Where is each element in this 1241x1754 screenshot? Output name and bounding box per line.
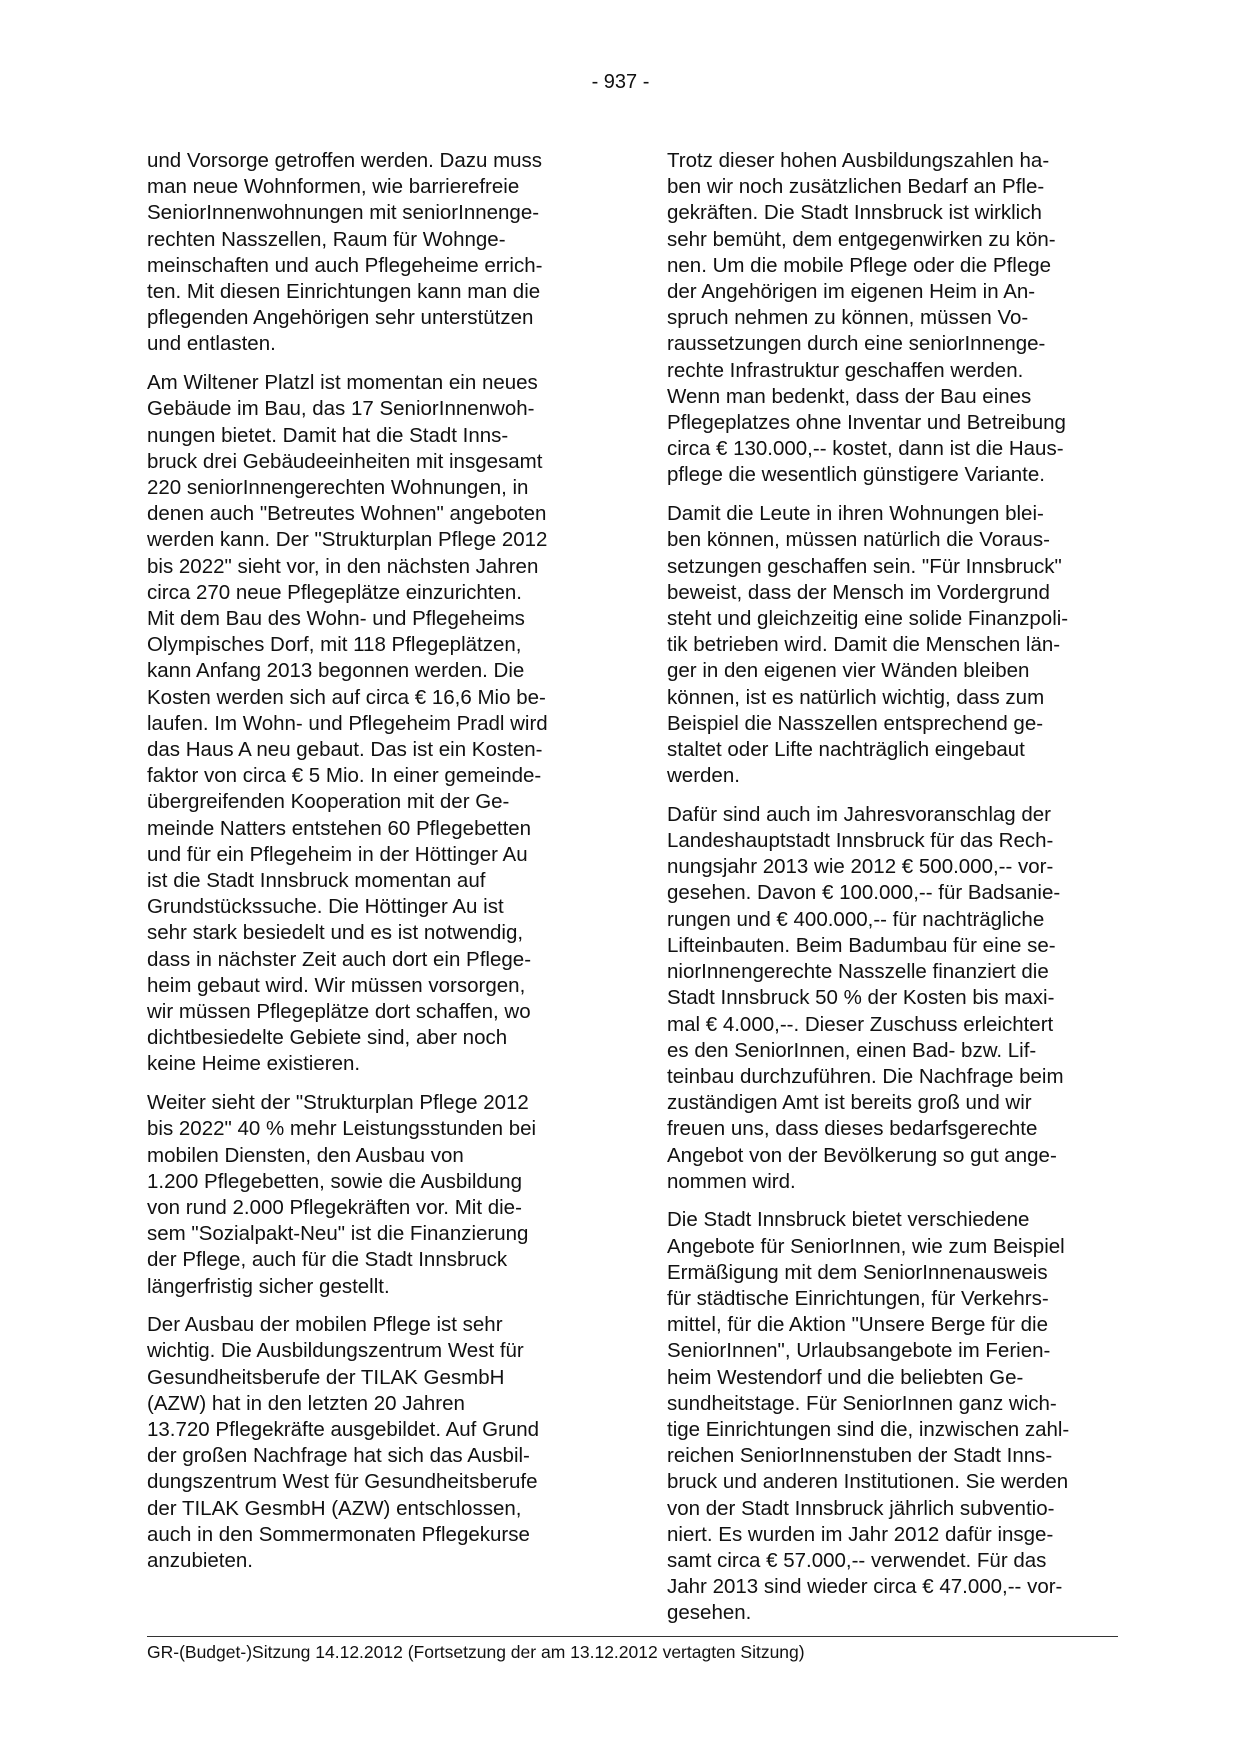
text-line: werden kann. Der "Strukturplan Pflege 2012	[147, 528, 548, 552]
text-line: längerfristig sicher gestellt.	[147, 1274, 390, 1298]
paragraph	[147, 1312, 603, 1574]
text-line: das Haus A neu gebaut. Das ist ein Kosten-	[147, 737, 543, 761]
text-line: raussetzungen durch eine seniorInnenge-	[667, 332, 1046, 356]
text-line: Beispiel die Nasszellen entsprechend ge-	[667, 711, 1044, 735]
text-line: Gebäude im Bau, das 17 SeniorInnenwoh-	[147, 397, 535, 421]
text-line: und für ein Pflegeheim in der Höttinger Au	[147, 842, 528, 866]
text-line: Lifteinbauten. Beim Badumbau für eine se-	[667, 933, 1056, 957]
text-line: SeniorInnenwohnungen mit seniorInnenge-	[147, 201, 540, 225]
text-line: für städtische Einrichtungen, für Verkehrs-	[667, 1287, 1049, 1311]
text-line: (AZW) hat in den letzten 20 Jahren	[147, 1391, 465, 1415]
text-line: anzubieten.	[147, 1549, 254, 1573]
left-column	[147, 148, 603, 1587]
text-line: mobilen Diensten, den Ausbau von	[147, 1143, 464, 1167]
text-line: nommen wird.	[667, 1169, 796, 1193]
text-line: rechten Nasszellen, Raum für Wohnge-	[147, 227, 506, 251]
text-line: pflege die wesentlich günstigere Variante.	[667, 463, 1045, 487]
paragraph	[147, 148, 603, 358]
text-line: samt circa € 57.000,-- verwendet. Für das	[667, 1549, 1047, 1573]
text-line: circa € 130.000,-- kostet, dann ist die Haus-	[667, 437, 1064, 461]
right-column	[667, 148, 1123, 1639]
text-line: sundheitstage. Für SeniorInnen ganz wich-	[667, 1391, 1057, 1415]
text-line: meinde Natters entstehen 60 Pflegebetten	[147, 816, 532, 840]
text-line: circa 270 neue Pflegeplätze einzurichten.	[147, 580, 522, 604]
paragraph	[667, 148, 1123, 489]
text-line: keine Heime existieren.	[147, 1052, 361, 1076]
text-line: rechte Infrastruktur geschaffen werden.	[667, 358, 1024, 382]
text-line: SeniorInnen", Urlaubsangebote im Ferien-	[667, 1339, 1051, 1363]
text-line: gesehen.	[667, 1601, 752, 1625]
paragraph	[667, 802, 1123, 1195]
text-line: tik betrieben wird. Damit die Menschen län-	[667, 633, 1061, 657]
text-line: man neue Wohnformen, wie barrierefreie	[147, 175, 520, 199]
text-line: beweist, dass der Mensch im Vordergrund	[667, 580, 1050, 604]
text-line: dichtbesiedelte Gebiete sind, aber noch	[147, 1026, 508, 1050]
text-line: freuen uns, dass dieses bedarfsgerechte	[667, 1117, 1038, 1141]
text-line: setzungen geschaffen sein. "Für Innsbruck"	[667, 554, 1062, 578]
text-line: kann Anfang 2013 begonnen werden. Die	[147, 659, 525, 683]
text-line: Mit dem Bau des Wohn- und Pflegeheims	[147, 606, 525, 630]
text-line: dungszentrum West für Gesundheitsberufe	[147, 1470, 538, 1494]
text-line: nen. Um die mobile Pflege oder die Pflege	[667, 253, 1052, 277]
text-line: ist die Stadt Innsbruck momentan auf	[147, 868, 486, 892]
text-line: Jahr 2013 sind wieder circa € 47.000,-- vor-	[667, 1575, 1063, 1599]
text-line: steht und gleichzeitig eine solide Finanzpoli-	[667, 606, 1069, 630]
text-line: niert. Es wurden im Jahr 2012 dafür insge-	[667, 1522, 1054, 1546]
text-line: von der Stadt Innsbruck jährlich subventio-	[667, 1496, 1055, 1520]
text-line: Kosten werden sich auf circa € 16,6 Mio be-	[147, 685, 546, 709]
text-line: 220 seniorInnengerechten Wohnungen, in	[147, 475, 529, 499]
text-line: nungen bietet. Damit hat die Stadt Inns-	[147, 423, 509, 447]
text-line: Weiter sieht der "Strukturplan Pflege 2012	[147, 1091, 529, 1115]
text-line: denen auch "Betreutes Wohnen" angeboten	[147, 502, 547, 526]
text-line: sehr bemüht, dem entgegenwirken zu kön-	[667, 227, 1056, 251]
text-line: der großen Nachfrage hat sich das Ausbil-	[147, 1444, 530, 1468]
text-line: 1.200 Pflegebetten, sowie die Ausbildung	[147, 1169, 522, 1193]
text-line: bruck drei Gebäudeeinheiten mit insgesamt	[147, 449, 543, 473]
text-line: und entlasten.	[147, 332, 276, 356]
text-line: nungsjahr 2013 wie 2012 € 500.000,-- vor-	[667, 855, 1054, 879]
text-line: mittel, für die Aktion "Unsere Berge für die	[667, 1313, 1049, 1337]
text-line: 13.720 Pflegekräfte ausgebildet. Auf Grund	[147, 1418, 540, 1442]
text-line: niorInnengerechte Nasszelle finanziert die	[667, 960, 1049, 984]
text-line: Angebote für SeniorInnen, wie zum Beispiel	[667, 1234, 1065, 1258]
text-line: ger in den eigenen vier Wänden bleiben	[667, 659, 1030, 683]
text-line: sehr stark besiedelt und es ist notwendig,	[147, 921, 524, 945]
text-line: und Vorsorge getroffen werden. Dazu muss	[147, 149, 543, 172]
paragraph	[667, 501, 1123, 789]
text-line: Wenn man bedenkt, dass der Bau eines	[667, 384, 1032, 408]
text-line: Angebot von der Bevölkerung so gut ange-	[667, 1143, 1057, 1167]
text-line: Pflegeplatzes ohne Inventar und Betreibung	[667, 411, 1066, 435]
text-line: Dafür sind auch im Jahresvoranschlag der	[667, 802, 1051, 826]
footer-text: GR-(Budget-)Sitzung 14.12.2012 (Fortsetzung der am 13.12.2012 vertagten Sitzung)	[147, 1642, 805, 1662]
page-number: - 937 -	[591, 71, 650, 93]
text-line: werden.	[667, 764, 740, 788]
text-line: es den SeniorInnen, einen Bad- bzw. Lif-	[667, 1038, 1037, 1062]
text-line: mal € 4.000,--. Dieser Zuschuss erleichtert	[667, 1012, 1054, 1036]
text-line: faktor von circa € 5 Mio. In einer gemeinde-	[147, 764, 542, 788]
text-line: Die Stadt Innsbruck bietet verschiedene	[667, 1208, 1030, 1232]
text-line: staltet oder Lifte nachträglich eingebaut	[667, 737, 1025, 761]
text-line: Am Wiltener Platzl ist momentan ein neues	[147, 371, 538, 395]
text-line: ben können, müssen natürlich die Voraus-	[667, 528, 1050, 552]
footer-divider	[147, 1636, 1118, 1637]
text-line: gesehen. Davon € 100.000,-- für Badsanie-	[667, 881, 1061, 905]
text-line: Grundstückssuche. Die Höttinger Au ist	[147, 895, 504, 919]
paragraph	[147, 1090, 603, 1300]
text-line: Trotz dieser hohen Ausbildungszahlen ha-	[667, 149, 1050, 172]
text-line: auch in den Sommermonaten Pflegekurse	[147, 1522, 530, 1546]
text-line: tige Einrichtungen sind die, inzwischen zahl-	[667, 1418, 1070, 1442]
text-line: rungen und € 400.000,-- für nachträgliche	[667, 907, 1045, 931]
paragraph	[147, 370, 603, 1077]
text-line: wir müssen Pflegeplätze dort schaffen, wo	[147, 1000, 531, 1023]
text-line: teinbau durchzuführen. Die Nachfrage beim	[667, 1064, 1064, 1088]
text-line: wichtig. Die Ausbildungszentrum West für	[147, 1339, 524, 1363]
text-line: ten. Mit diesen Einrichtungen kann man die	[147, 280, 541, 304]
text-line: können, ist es natürlich wichtig, dass zum	[667, 685, 1045, 709]
text-line: reichen SeniorInnenstuben der Stadt Inns-	[667, 1444, 1053, 1468]
text-line: meinschaften und auch Pflegeheime errich-	[147, 253, 543, 277]
paragraph	[667, 1207, 1123, 1626]
text-line: spruch nehmen zu können, müssen Vo-	[667, 306, 1029, 330]
text-line: bruck und anderen Institutionen. Sie werden	[667, 1470, 1069, 1494]
text-line: sem "Sozialpakt-Neu" ist die Finanzierung	[147, 1222, 529, 1246]
text-line: ben wir noch zusätzlichen Bedarf an Pfle-	[667, 175, 1045, 199]
text-line: laufen. Im Wohn- und Pflegeheim Pradl wird	[147, 711, 548, 735]
text-line: pflegenden Angehörigen sehr unterstützen	[147, 306, 534, 330]
text-line: Stadt Innsbruck 50 % der Kosten bis maxi-	[667, 986, 1055, 1010]
text-line: der Angehörigen im eigenen Heim in An-	[667, 280, 1036, 304]
text-line: übergreifenden Kooperation mit der Ge-	[147, 790, 510, 814]
text-line: der TILAK GesmbH (AZW) entschlossen,	[147, 1496, 522, 1520]
text-line: bis 2022" 40 % mehr Leistungsstunden bei	[147, 1117, 537, 1141]
text-line: Der Ausbau der mobilen Pflege ist sehr	[147, 1313, 503, 1337]
text-line: Damit die Leute in ihren Wohnungen blei-	[667, 502, 1044, 526]
text-line: Olympisches Dorf, mit 118 Pflegeplätzen,	[147, 633, 522, 657]
text-line: heim gebaut wird. Wir müssen vorsorgen,	[147, 973, 526, 997]
text-line: Ermäßigung mit dem SeniorInnenausweis	[667, 1260, 1048, 1284]
text-line: gekräften. Die Stadt Innsbruck ist wirklich	[667, 201, 1042, 225]
text-line: dass in nächster Zeit auch dort ein Pflege-	[147, 947, 532, 971]
text-line: Landeshauptstadt Innsbruck für das Rech-	[667, 829, 1054, 853]
text-line: bis 2022" sieht vor, in den nächsten Jahren	[147, 554, 539, 578]
text-line: Gesundheitsberufe der TILAK GesmbH	[147, 1365, 505, 1389]
text-line: der Pflege, auch für die Stadt Innsbruck	[147, 1248, 508, 1272]
text-line: von rund 2.000 Pflegekräften vor. Mit die-	[147, 1195, 522, 1219]
text-line: zuständigen Amt ist bereits groß und wir	[667, 1091, 1032, 1115]
text-line: heim Westendorf und die beliebten Ge-	[667, 1365, 1024, 1389]
